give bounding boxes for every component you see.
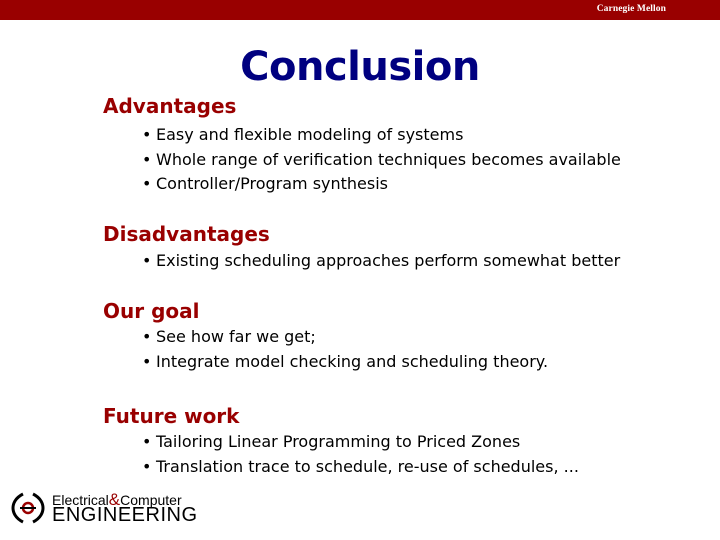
bullet-icon: •: [142, 251, 152, 270]
section-heading-future-work: Future work: [103, 404, 240, 428]
section-heading-advantages: Advantages: [103, 94, 237, 118]
institution-name: Carnegie Mellon: [596, 4, 666, 14]
advantages-list: [142, 123, 621, 197]
future-work-list: [142, 430, 579, 479]
logo-text-line2: ENGINEERING: [52, 504, 198, 526]
bullet-icon: •: [142, 174, 152, 193]
list-item: • Whole range of verification techniques becomes available: [142, 148, 621, 173]
bullet-icon: •: [142, 149, 152, 169]
bullet-icon: •: [142, 327, 152, 346]
list-item: • See how far we get;: [142, 325, 548, 350]
logo-text-line1: Electrical&Computer: [52, 490, 182, 509]
ece-logo: [10, 488, 198, 528]
list-item: • Translation trace to schedule, re-use of schedules, ...: [142, 455, 579, 480]
bullet-icon: •: [142, 456, 152, 476]
list-item: • Controller/Program synthesis: [142, 172, 621, 197]
header-bar: [0, 0, 720, 20]
slide-title: Conclusion: [240, 44, 480, 90]
bullet-icon: •: [142, 351, 152, 371]
section-heading-disadvantages: Disadvantages: [103, 222, 270, 246]
list-item: • Integrate model checking and scheduling theory.: [142, 350, 548, 375]
ece-logo-mark-icon: [10, 490, 46, 526]
our-goal-list: [142, 325, 548, 374]
bullet-icon: •: [142, 432, 152, 451]
list-item: • Tailoring Linear Programming to Priced Zones: [142, 430, 579, 455]
list-item: • Easy and flexible modeling of systems: [142, 123, 621, 148]
section-heading-our-goal: Our goal: [103, 299, 200, 323]
disadvantages-list: [142, 249, 620, 274]
bullet-icon: •: [142, 125, 152, 144]
list-item: • Existing scheduling approaches perform somewhat better: [142, 249, 620, 274]
